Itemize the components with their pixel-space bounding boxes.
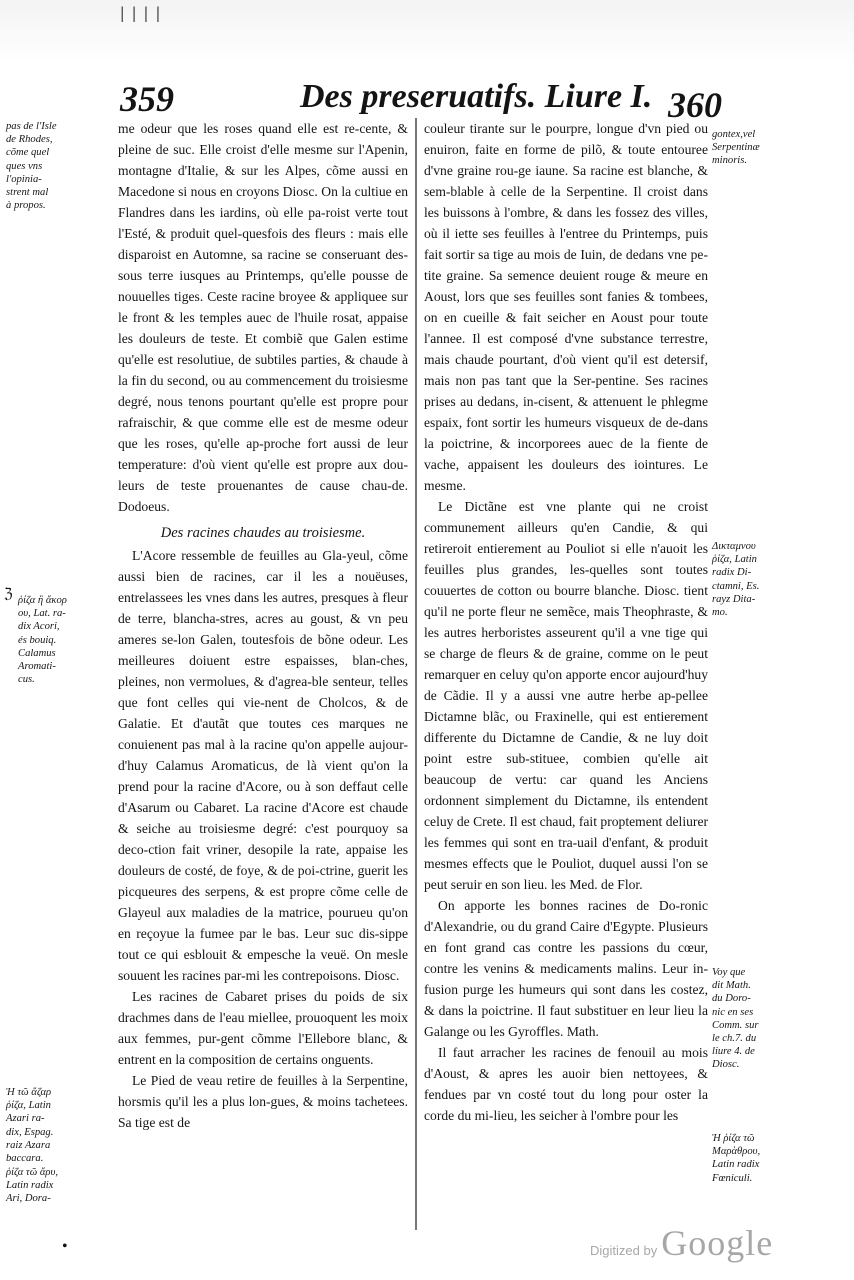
- right-margin-note: Δικταμνου ῥίζα, Latin radix Di- ctamni, Es. rayz Dita- mo.: [712, 541, 760, 619]
- binding-mark: ǀ ǀ ǀ ǀ: [120, 2, 162, 27]
- left-margin-note: ῥίζα τῶ ἄρυ, Latin radix Ari, Dora-: [6, 1167, 58, 1205]
- left-margin-note: pas de l'Isle de Rhodes, cõme quel ques vns l'opinia- strent mal à propos.: [6, 121, 57, 212]
- paragraph: Le Pied de veau retire de feuilles à la Serpentine, horsmis qu'il les a plus lon-gues, & moins tachetees. Sa tige est de: [118, 1073, 408, 1130]
- right-page-number: 360: [668, 85, 722, 125]
- watermark-small: Digitized by: [590, 1243, 658, 1258]
- right-text-column: [424, 118, 708, 1230]
- paragraph: Les racines de Cabaret prises du poids de six drachmes dans de l'eau miellee, prouoquent les moix aux femmes, pur-gent cõmme l'Ellebore blanc, & entrent en la composition de certains onguents.: [118, 989, 408, 1067]
- margin-mark: ℨ: [4, 587, 13, 602]
- left-margin-note: ῥίζα ἢ ἄκορ ου, Lat. ra- dix Acori, és bouiq. Calamus Aromati- cus.: [18, 595, 67, 686]
- running-head: Des preseruatifs. Liure I.: [300, 78, 653, 115]
- section-heading: Des racines chaudes au troisiesme.: [160, 525, 366, 541]
- left-margin-note: Ἡ τῶ ἄζαρ ῥίζα, Latin Azari ra- dix, Espag. raiz Azara baccara.: [6, 1087, 54, 1165]
- paragraph: On apporte les bonnes racines de Do-ronic d'Alexandrie, ou du grand Caire d'Egypte. Plusieurs en font grand cas contre les passions du cœur, contre les venins & medicaments malins. Leur in-fusion purge les humeurs qui sont dans les costez, & dans la poictrine. Il faut substituer en leur lieu la Galange ou les Gyroffles. Math.: [424, 898, 708, 1039]
- right-margin-note: Voy que dit Math. du Doro- nic en ses Comm. sur le ch.7. du liure 4. de Diosc.: [712, 967, 759, 1071]
- watermark-logo: Google: [661, 1223, 774, 1263]
- paragraph: me odeur que les roses quand elle est re-cente, & pleine de suc. Elle croist d'elle mesme sur l'Apenin, montagne d'Italie, & sur les Alpes, cõme aussi en Macedone si nous en croyons Diosc. On la cultiue en Flandres dans les iardins, où elle pa-roist verte tout l'Esté, & produit quel-quesfois des fleurs : mais elle disparoist en Automne, sa racine se conseruant des-sous terre iusques au Printemps, qu'elle pousse de nouuelles tiges. Ceste racine broyee & appliquee sur le front & les temples auec de l'huile rosat, appaise les douleurs de teste. Et combiẽ que Galen estime qu'elle est resolutiue, de subtiles parties, & chaude à la fin du second, ou au commencement du troisiesme degré, nous tenons pourtant qu'elle est propre pour rafraischir, & que comme elle est de mesme odeur que les roses, qu'elle ap-proche fort aussi de leur temperature: d'où vient qu'elle est propre aux dou-leurs de teste prouenantes de cause chau-de. Dodoeus.: [118, 121, 408, 514]
- footer-mark: •: [62, 1238, 68, 1255]
- paragraph: Il faut arracher les racines de fenouil au mois d'Aoust, & apres les auoir bien nettoyees, & fendues par vn costé tout du long pour oster la corde du mi-lieu, les seicher à l'ombre pour les: [424, 1045, 708, 1123]
- paragraph: Le Dictãne est vne plante qui ne croist communement ailleurs qu'en Candie, & qui retireroit entierement au Pouliot si elle n'auoit les feuilles plus grandes, les-quelles sont toutes couuertes de cotton ou bourre blanche. Diosc. tient qu'il ne porte fleur ne semẽce, mais Theophraste, & les autres herboristes asseurent qu'il a vne tige qui se charge de fleurs & de graine, comme on le peut remarquer en celuy qu'on apporte encor aujourd'huy de Cãdie. Il y a aussi vne autre herbe ap-pellee Dictamne blãc, ou Fraxinelle, qui est entierement differente du Dictamne de Candie, & ne luy doit point estre sub-stituee, combien qu'elle ait beaucoup de vertu: car quand les Anciens ordonnent simplement du Dictamne, ils entendent celuy de Crete. Il est chaud, fait proptement deliurer les femmes qui sont en tra-uail d'enfant, & produit mesmes effects que le Pouliot, duquel aussi l'on se peut seruir en son lieu. les Med. de Flor.: [424, 499, 708, 892]
- left-page-number: 359: [120, 79, 174, 119]
- google-watermark: [590, 1222, 773, 1264]
- right-margin-note: Ἡ ῥίζα τῶ Μαρὰθρου, Latin radix Fœniculi.: [712, 1133, 761, 1184]
- paragraph: couleur tirante sur le pourpre, longue d'vn pied ou enuiron, faite en forme de pilõ, & toute entouree d'vne graine rou-ge iaune. Sa racine est blanche, & sem-blable à celle de la Serpentine. Il croist dans les buissons à l'ombre, & dans les fossez des villes, où il iette ses feuilles à l'entree du Printemps, puis fait sortir sa tige au mois de Iuin, de dedans vne pe-tite graine. Sa semence deuient rouge & meure en Aoust, lors que ses feuilles sont fanies & tombees, on en cueille & fait seicher en Aoust pour toute l'annee. Il est composé d'vne substance terrestre, mais chaude pourtant, d'où vient qu'il est detersif, mais non pas tant que la Ser-pentine. Ses racines prises au dedans, in-cisent, & attenuent le phlegme espaix, font sortir les humeurs visqueux de de-dans la poictrine, & incorporees auec de la fiente de vache, appaisent les douleurs des iointures. Le mesme.: [424, 121, 708, 493]
- left-text-column: [118, 118, 408, 1230]
- column-rule: [415, 118, 417, 1230]
- paragraph: L'Acore ressemble de feuilles au Gla-yeul, cõme aussi bien de racines, car il les a nouëuses, entrelassees les vnes dans les autres, presques à fleur de terre, blancha-stres, acres au goust, & vn peu ameres se-lon Galen, toutesfois de bõne odeur. Les meilleures doiuent estre espaisses, blan-ches, pleines, non vermolues, & d'agrea-ble senteur, telles que font celles qui vie-nent de Cholcos, & de Galatie. Et d'autãt que toutes ces marques ne conuienent pas mal à la racine qu'on appelle aujour-d'huy Calamus Aromaticus, de là vient qu'on la prend pour la racine d'Acore, ou à son deffaut celle d'Asarum ou Cabaret. La racine d'Acore est chaude & seiche au troisiesme degré: c'est pourquoy sa deco-ction fait vriner, desopile la rate, appaise les douleurs de costé, de foye, & de poi-ctrine, guerit les picqueures des serpens, & est propre cõme celle de Glayeul aux maladies de la matrice, pourueu qu'on en reçoyue la fumee par le bas. Leur suc dis-sippe tout ce qui esblouit & empesche la veuë. On mesle souuent les racines par-mi les contrepoisons. Diosc.: [118, 548, 408, 983]
- right-margin-note: gontex,vel Serpentinæ minoris.: [712, 129, 760, 167]
